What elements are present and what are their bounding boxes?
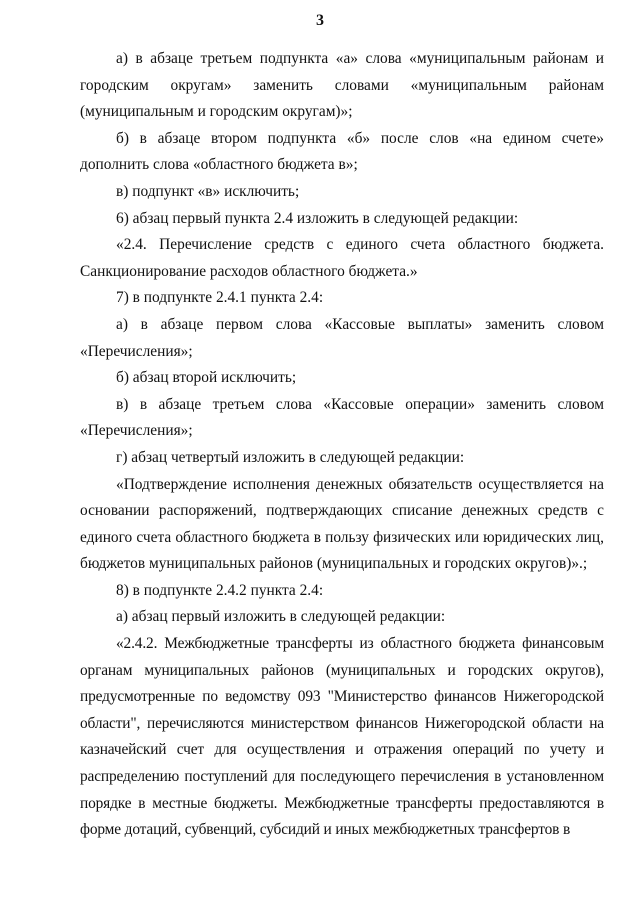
paragraph-8: б) абзац второй исключить; xyxy=(116,369,297,387)
paragraph-1: а) в абзаце третьем подпункта «а» слова «муниципальным районам и городским округам» заменить словами «муниципальным районам (муниципальным и городским округам)»; xyxy=(80,50,604,121)
paragraph-5: «2.4. Перечисление средств с единого счета областного бюджета. Санкционирование расходов областного бюджета.» xyxy=(80,236,604,280)
paragraph-4: 6) абзац первый пункта 2.4 изложить в следующей редакции: xyxy=(116,209,519,227)
paragraph-2: б) в абзаце втором подпункта «б» после слов «на едином счете» дополнить слова «областного бюджета в»; xyxy=(80,129,604,174)
paragraph-7: а) в абзаце первом слова «Кассовые выплаты» заменить словом «Перечисления»; xyxy=(80,315,604,360)
paragraph-3: в) подпункт «в» исключить; xyxy=(116,182,300,200)
paragraph-14: «2.4.2. Межбюджетные трансферты из областного бюджета финансовым органам муниципальных районов (муниципальных и городских округов), предусмотренные по ведомству 093 "Министерство финансов Нижегородской области", перечисляются министерством финансов Нижегородской области на казначейский счет для осуществления и отражения операций по учету и распределению поступлений для последующего перечисления в установленном порядке в местные бюджеты. Межбюджетные трансферты предоставляются в форме дотаций, субвенций, субсидий и иных межбюджетных трансфертов в xyxy=(80,635,604,839)
paragraph-12: 8) в подпункте 2.4.2 пункта 2.4: xyxy=(116,581,324,599)
paragraph-6: 7) в подпункте 2.4.1 пункта 2.4: xyxy=(116,289,324,307)
page-number: 3 xyxy=(316,12,324,29)
paragraph-10: г) абзац четвертый изложить в следующей редакции: xyxy=(116,448,465,466)
paragraph-11: «Подтверждение исполнения денежных обязательств осуществляется на основании распоряжений, подтверждающих списание денежных средств с единого счета областного бюджета в пользу физических или юридических лиц, бюджетов муниципальных районов (муниципальных и городских округов)».; xyxy=(80,475,604,573)
paragraph-13: а) абзац первый изложить в следующей редакции: xyxy=(116,608,446,626)
document-body xyxy=(80,46,604,844)
paragraph-9: в) в абзаце третьем слова «Кассовые операции» заменить словом «Перечисления»; xyxy=(80,395,604,440)
